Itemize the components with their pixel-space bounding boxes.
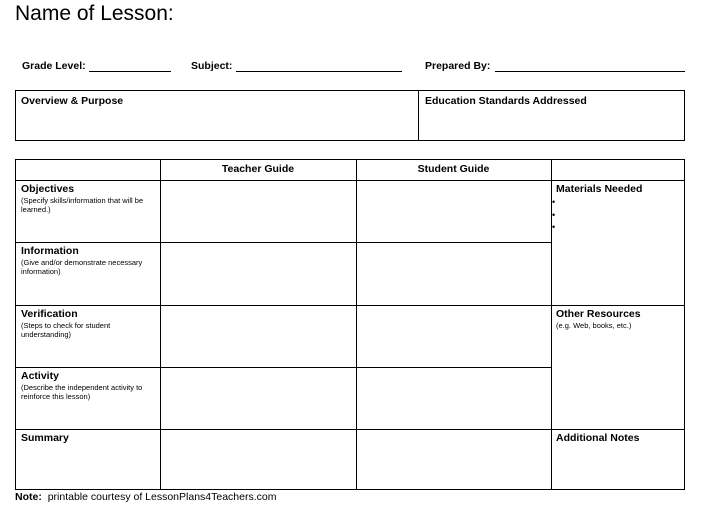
row-title: Summary (21, 432, 69, 444)
materials-bullet-list (552, 196, 555, 234)
prepared-by-field[interactable] (495, 71, 685, 72)
lesson-plan-table (15, 159, 685, 490)
prepared-by-label: Prepared By: (425, 60, 491, 72)
side-divider-header (551, 180, 685, 181)
other-resources-cell (556, 308, 684, 330)
row-title: Objectives (21, 183, 75, 195)
subject-field[interactable] (236, 71, 402, 72)
column-divider-2 (356, 160, 357, 489)
student-guide-header: Student Guide (417, 163, 490, 175)
side-divider-2 (551, 429, 685, 430)
bullet-item: • (552, 197, 556, 207)
subject-label: Subject: (191, 60, 233, 72)
row-description: (Specify skills/information that will be learned.) (21, 196, 144, 214)
teacher-guide-header: Teacher Guide (221, 163, 295, 175)
overview-divider (418, 91, 419, 140)
row-activity (16, 367, 160, 429)
footer-note (15, 491, 276, 503)
additional-notes-cell (556, 432, 684, 444)
overview-purpose-label: Overview & Purpose (21, 95, 124, 107)
column-divider-1 (160, 160, 161, 489)
side-divider-1 (551, 305, 685, 306)
other-resources-description: (e.g. Web, books, etc.) (556, 321, 632, 330)
overview-table (15, 90, 685, 141)
materials-needed-cell (556, 183, 684, 195)
row-title: Activity (21, 370, 59, 382)
row-summary (16, 429, 160, 490)
row-description: (Steps to check for student understanding) (21, 321, 111, 339)
lesson-title: Name of Lesson: (15, 2, 174, 25)
note-text: printable courtesy of LessonPlans4Teachers.com (47, 491, 277, 503)
bullet-item: • (552, 209, 556, 220)
row-description: (Give and/or demonstrate necessary information) (21, 258, 143, 276)
materials-needed-label: Materials Needed (556, 183, 643, 195)
row-title: Verification (21, 308, 78, 320)
row-title: Information (21, 245, 79, 257)
education-standards-label: Education Standards Addressed (425, 95, 587, 107)
row-objectives (16, 180, 160, 242)
other-resources-label: Other Resources (556, 308, 641, 320)
bullet-item: • (552, 222, 556, 232)
grade-level-field[interactable] (89, 71, 171, 72)
additional-notes-label: Additional Notes (556, 432, 640, 444)
row-description: (Describe the independent activity to reinforce this lesson) (21, 383, 143, 401)
note-label: Note: (15, 491, 42, 503)
row-verification (16, 305, 160, 367)
row-information (16, 242, 160, 305)
grade-level-label: Grade Level: (22, 60, 86, 72)
